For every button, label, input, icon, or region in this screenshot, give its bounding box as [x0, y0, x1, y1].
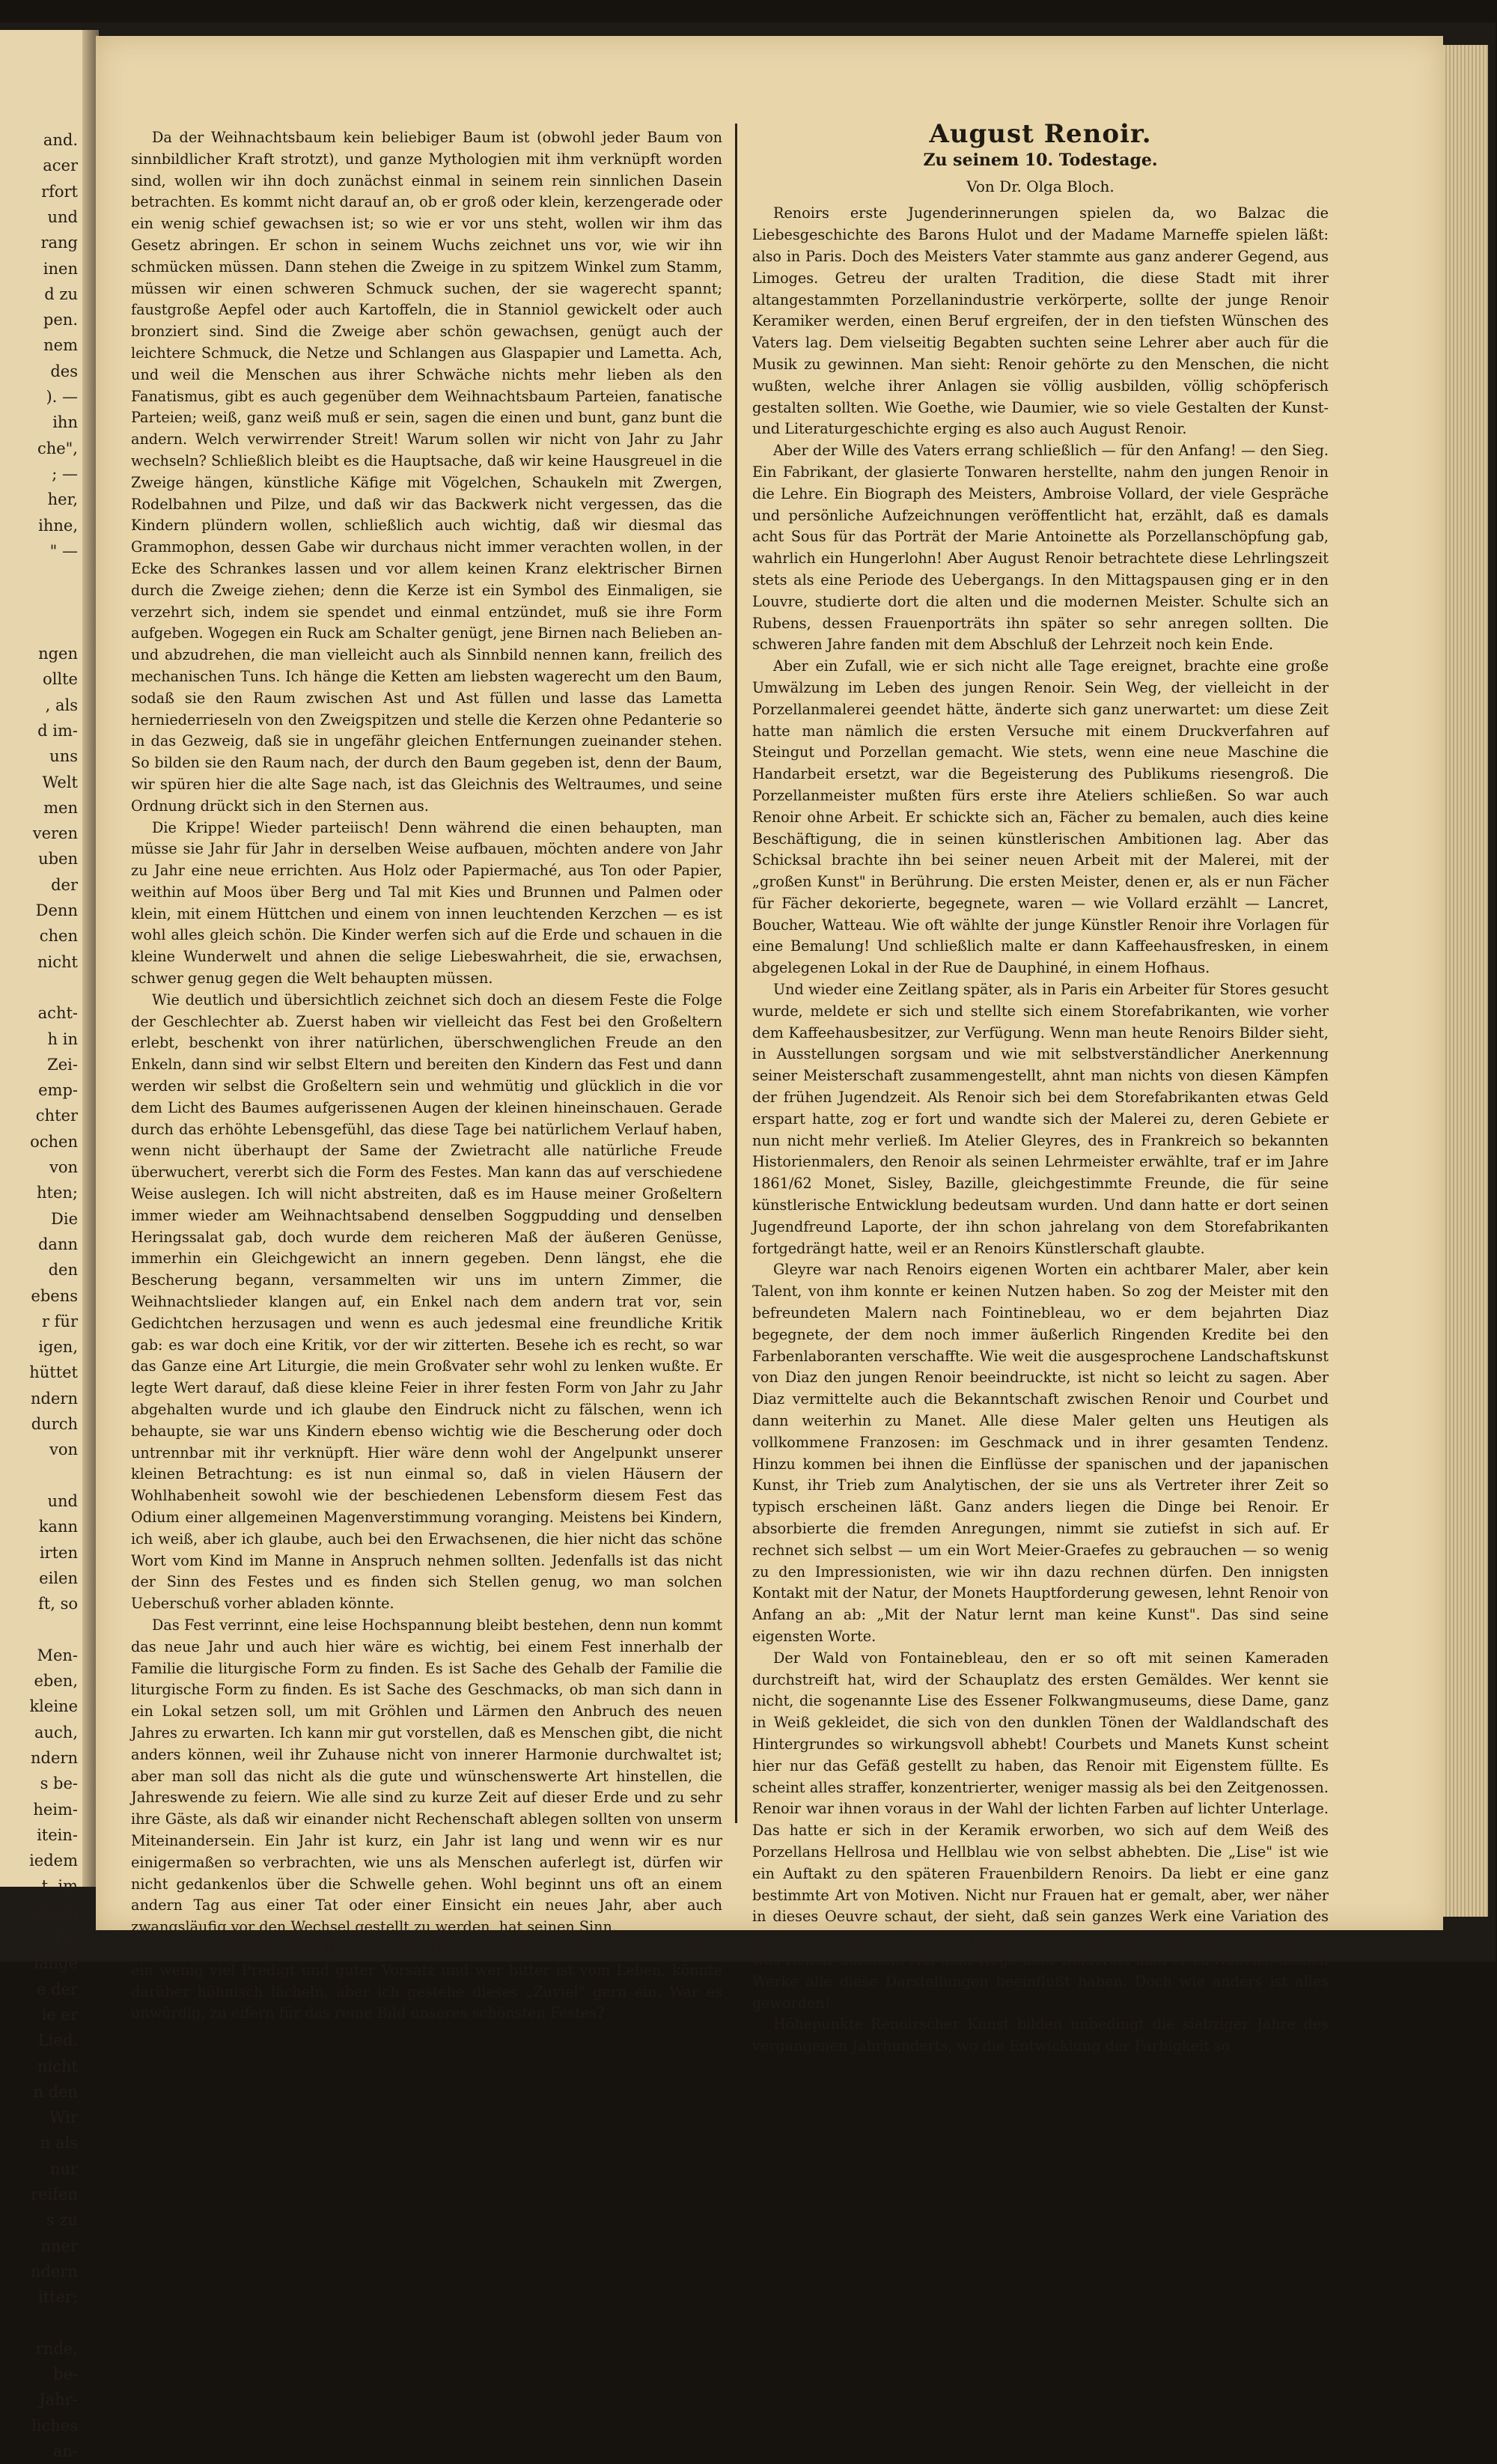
left-page-line: uben [38, 850, 78, 869]
left-page-line: r für [41, 1312, 78, 1330]
left-page-line: lange [34, 1954, 78, 1973]
left-page-line: von [49, 1158, 78, 1176]
left-page-line: men [43, 798, 78, 817]
left-page-line: ollte [43, 670, 78, 689]
paragraph: Es war in diesem Schriftsatz viel die Rede von „wir müssen" und „es sollte", ein wenig viel Predigt und guter Vorsatz und wer bitter ist vom Leben, könnte darüber höhnisch lächeln, aber ich gestehe dieses „Zuviel" gern ein. War es unwürdig, zu eifern für das reine Bild unseres schönsten Festes? [131, 1939, 722, 2022]
left-page-line: itein- [37, 1825, 78, 1844]
left-page-line: ihn [52, 413, 78, 432]
left-page-line: chen [39, 927, 78, 946]
left-page-line: rang [40, 234, 78, 252]
left-page-line: iedem [29, 1852, 78, 1870]
left-page-line: n den [33, 2082, 78, 2101]
paragraph: Aber der Wille des Vaters errang schließlich — für den Anfang! — den Sieg. Ein Fabrikant, der glasierte Tonwaren herstellte, nahm den jungen Renoir in die Lehre. Ein Biograph des Meisters, Ambroise Vollard, der viele Gespräche und persönliche Aufzeichnungen veröffentlicht hat, erzählt, daß es damals acht Sous für das Porträt der Marie Antoinette als Porzellanschöpfung gab, wahrlich ein Hungerlohn! Aber August Renoir betrachtete diese Lehrlingszeit stets als eine Periode des Uebergangs. In den Mittagspausen ging er in den Louvre, studierte dort die alten und die modernen Meister. Schulte sich an Rubens, dessen Frauenporträts ihn später so sehr anregen sollten. Die schweren Jahre fanden mit dem Abschluß der Lehrzeit noch kein Ende. [752, 442, 1329, 654]
left-page-line: irten [39, 1543, 78, 1562]
left-page-line: d im- [37, 721, 78, 740]
paragraph: Der Wald von Fontainebleau, den er so oft mit seinen Kameraden durchstreift hat, wird der Schauplatz des ersten Gemäldes. Wer kennt sie nicht, die sogenannte Lise des Essener Folkwangmuseums, diese Dame, ganz in Weiß gekleidet, die sich von den dunklen Tönen der Waldlandschaft des Hintergrundes so wirkungsvoll abhebt! Courbets und Manets Kunst scheint hier nur das Gefäß gestellt zu haben, das Renoir mit Eigenstem füllte. Es scheint alles straffer, konzentrierter, weniger massig als bei den Zeitgenossen. Renoir war ihnen voraus in der Wahl der lichten Farben auf lichter Unterlage. Das hatte er sich in der Keramik erworben, wo sich auf dem Weiß des Porzellans Hellrosa und Hellblau wie von selbst abhebten. Die „Lise" ist wie ein Auftakt zu den späteren Frauenbildern Renoirs. Da liebt er eine ganz bestimmte Art von Motiven. Nicht nur Frauen hat er gemalt, aber, wer näher in dieses Oeuvre schaut, der sieht, daß sein ganzes Werk eine Variation des gleichen Themas ist. Die Frau allein — ohne szenisches Beiwerk — das ist es, was Renoir darstellt. Auf dem Wege über Delacroix kam er zu Rubens, dessen Werke alle diese Darstellungen beeinflußt haben. Doch wie anders ist alles geworden! [752, 1649, 1329, 2012]
left-page-line: inen [43, 259, 78, 278]
left-page-line: itter; [37, 2288, 78, 2307]
left-page-line: h in [47, 1029, 78, 1048]
left-page-line: des [50, 362, 78, 380]
page-edges [1443, 45, 1488, 1917]
article-title: August Renoir. [929, 119, 1152, 149]
left-page-line: den [48, 1261, 78, 1280]
left-page-line: s zu [46, 2211, 78, 2230]
left-page-line: Wir [49, 2108, 78, 2127]
left-page-line: ndern [31, 2262, 78, 2281]
left-page-line: acht- [37, 1004, 78, 1023]
left-page-line: der [51, 875, 78, 894]
left-page-line: , als [45, 696, 78, 714]
left-page-line: hüttet [29, 1363, 78, 1382]
left-page-line: Jahr- [39, 2391, 78, 2409]
paragraph: Und wieder eine Zeitlang später, als in Paris ein Arbeiter für Stores gesucht wurde, meldete er sich und stellte sich einem Storefabrikanten, wie vorher dem Kaffeehausbesitzer, zur Verfügung. Wenn man heute Renoirs Bilder sieht, in Ausstellungen sorgsam und wie mit selbstverständlicher Anerkennung seiner Meisterschaft zusammengestellt, ahnt man nichts von diesen Kämpfen der frühen Jugendzeit. Als Renoir sich bei dem Storefabrikanten etwas Geld erspart hatte, zog er fort und wandte sich der Malerei zu, deren Gebiete er nun nicht mehr verließ. Im Atelier Gleyres, des in Frankreich so bekannten Historienmalers, den Renoir als seinen Lehrmeister erwählte, traf er im Jahre 1861/62 Monet, Sisley, Bazille, gleichgestimmte Freunde, die für seine künstlerische Entwicklung bedeutsam wurden. Und dann hatte er dort seinen Jugendfreund Laporte, der ihn schon jahrelang von dem Storefabrikanten fortgedrängt hatte, weil er an Renoirs Künstlerschaft glaubte. [752, 981, 1329, 1257]
left-page-line: von [49, 1441, 78, 1459]
left-page-line: igen, [38, 1338, 78, 1357]
left-page-line: uns [49, 747, 78, 766]
left-page-line: ; — [52, 464, 78, 483]
left-page-line: rnde, [35, 2339, 78, 2358]
left-page-line: eilen [39, 1569, 78, 1587]
left-page-line: ft, so [38, 1595, 78, 1613]
left-page-fragment [0, 30, 88, 2460]
left-page-line: ndern [31, 1748, 78, 1767]
left-page-line: acer [43, 156, 78, 175]
paragraph: Wie deutlich und übersichtlich zeichnet sich doch an diesem Feste die Folge der Geschlechter ab. Zuerst haben wir vielleicht das Fest bei den Großeltern erlebt, beschenkt von ihrer natürlichen, überschwenglichen Freude an den Enkeln, dann sind wir selbst Eltern und bereiten den Kindern das Fest und dann werden wir selbst die Großeltern sein und wehmütig und glücklich in die vor dem Licht des Baumes aufgerissenen Augen der kleinen hineinschauen. Gerade durch das erhöhte Lebensgefühl, das diese Tage bei natürlichem Verlauf haben, wenn nicht überhaupt der Same der Zwietracht alle natürliche Freude überwuchert, vererbt sich die Form des Festes. Man kann das auf verschiedene Weise auslegen. Ich will nicht abstreiten, daß es im Hause meiner Großeltern immer wieder am Weihnachtsabend denselben Soggpudding und denselben Heringssalat gab, doch wurde dem reicheren Maß der äußeren Genüsse, immerhin ein Gleichgewicht an innern gegeben. Denn längst, ehe die Bescherung begann, versammelten wir uns im untern Zimmer, die Weihnachtslieder klangen auf, ein Enkel nach dem andern trat vor, sein Gedichtchen herzusagen und wenn es auch jedesmal eine freundliche Kritik gab: es war doch eine Kritik, vor der wir zitterten. Besehe ich es recht, so war das Ganze eine Art Liturgie, die mein Großvater sehr wohl zu lenken wußte. Er legte Wert darauf, daß diese kleine Feier in ihrer festen Form von Jahr zu Jahr abgehalten wurde und ich glaube den Eindruck nicht zu fälschen, wenn ich behaupte, sie war uns Kindern ebenso wichtig wie die Bescherung oder doch untrennbar mit ihr verknüpft. Hier wäre denn wohl der Angelpunkt unserer kleinen Betrachtung: es ist nun einmal so, daß in vielen Häusern der Wohlhabenheit sowohl wie der beschiedenen Lebensform diesem Fest das Odium einer allgemeinen Magenverstimmung voranging. Meistens bei Kindern, ich weiß, aber ich glaube, auch bei den Erwachsenen, die hier nicht das schöne Wort vom Kind im Manne in Anspruch nehmen sollten. Jedenfalls ist das nicht der Sinn des Festes und es finden sich Stellen genug, wo man solchen Ueberschuß vorher abladen könnte. [131, 991, 722, 1613]
left-page-line: nsam [35, 1902, 78, 1921]
paragraph: Die Krippe! Wieder parteiisch! Denn während die einen behaupten, man müsse sie Jahr für Jahr in derselben Weise aufbauen, möchten andere von Jahr zu Jahr eine neue errichten. Aus Holz oder Papiermaché, aus Ton oder Papier, weithin auf Moos über Berg und Tal mit Kies und Brunnen und Palmen oder klein, mit einem Hüttchen und einem von innen leuchtenden Kerzchen — es ist wohl alles gleich schön. Die Kinder werfen sich auf die Erde und schauen in die kleine Wunderwelt und ahnen die selige Liebeswahrheit, die sie, erwachsen, schwer genug gegen die Welt behaupten müssen. [131, 818, 722, 988]
left-page-line: s be- [40, 1774, 78, 1793]
left-page-line: Welt [42, 773, 78, 791]
left-page-line: pen. [43, 311, 78, 329]
left-page-line: nner [40, 2236, 78, 2255]
left-page-line: Zei- [47, 1055, 78, 1074]
left-page-line: ndern [31, 1389, 78, 1408]
left-page-line: emp- [38, 1081, 78, 1100]
left-page-line: e der [36, 1980, 78, 1998]
left-page-line: heim- [33, 1800, 78, 1819]
left-page-line: reifen [31, 2185, 78, 2203]
article-byline: Von Dr. Olga Bloch. [966, 177, 1115, 195]
left-page-line: nicht [37, 2057, 78, 2075]
left-page-line: and. [43, 131, 78, 149]
article-weihnachten [131, 127, 722, 2022]
left-page-line: che", [37, 439, 78, 457]
left-page-line: Fa- [53, 1929, 78, 1947]
left-page-line: dann [37, 1235, 78, 1253]
paragraph: Höhepunkte Renoirscher Kunst bilden unbedingt die siebziger Jahre des vergangenen Jahrhunderts, wo die Entwicklung der Farbigkeit so [752, 2016, 1329, 2055]
left-page-line: d zu [44, 285, 78, 303]
left-page-line: hten; [37, 1184, 78, 1202]
left-page-line: durch [31, 1415, 78, 1433]
left-page-line: ). — [46, 388, 78, 406]
left-page-line: nur [49, 2159, 78, 2178]
left-page-line: t, im [41, 1877, 78, 1896]
left-page-line: Die [51, 1209, 78, 1228]
left-page-line: n als [40, 2134, 78, 2153]
paragraph: Gleyre war nach Renoirs eigenen Worten ein achtbarer Maler, aber kein Talent, von ihm konnte er keinen Nutzen haben. So zog der Meister mit den befreundeten Malern nach Fointinebleau, wo er dem bejahrten Diaz begegnete, der dem noch immer äußerlich Ringenden Kredite bei den Farbenlaboranten verschaffte. Wie weit die ausgesprochene Landschaftskunst von Diaz den jungen Renoir beeindruckte, ist nicht so leicht zu sagen. Aber Diaz vermittelte auch die Bekanntschaft zwischen Renoir und Courbet und dann weiterhin zu Manet. Alle diese Maler gelten uns Heutigen als vollkommene Franzosen: im Geschmack und in ihrer gesamten Tendenz. Hinzu kommen bei ihnen die Einflüsse der spanischen und der japanischen Kunst, ihr Trieb zum Analytischen, der sie uns als Vertreter ihrer Zeit so typisch erscheinen läßt. Ganz anders liegen die Dinge bei Renoir. Er absorbierte die fremden Anregungen, nimmt sie zutiefst in sich auf. Er rechnet sich selbst — um ein Wort Meier-Graefes zu gebrauchen — so wenig zu den Impressionisten, wie wir ihn dazu rechnen dürfen. Den innigsten Kontakt mit der Natur, der Monets Hauptforderung gewesen, lehnt Renoir von Anfang an ab: „Mit der Natur lernt man keine Kunst". Das sind seine eigensten Worte. [752, 1261, 1329, 1645]
left-page-line: Denn [35, 901, 78, 919]
left-page-line: und [47, 1491, 78, 1510]
article-renoir [752, 119, 1329, 2055]
left-page-line: eben, [34, 1672, 78, 1690]
left-page-line: nem [43, 336, 78, 355]
paragraph: Da der Weihnachtsbaum kein beliebiger Baum ist (obwohl jeder Baum von sinnbildlicher Kraft strotzt), und ganze Mythologien mit ihm verknüpft worden sind, wollen wir ihn doch zunächst einmal in seinem rein sinnlichen Dasein betrachten. Es kommt nicht darauf an, ob er groß oder klein, kerzengerade oder ein wenig schief gewachsen ist; so wie er vor uns steht, wollen wir ihm das Gesetz abringen. Er schon in seinem Wuchs zeichnet uns vor, wie wir ihn schmücken müssen. Dann stehen die Zweige in zu spitzem Winkel zum Stamm, müssen wir einen schweren Schmuck suchen, der sie wagerecht spannt; faustgroße Aepfel oder auch Kartoffeln, die in Stanniol gewickelt oder auch bronziert sind. Sind die Zweige aber schön gewachsen, genügt auch der leichtere Schmuck, die Netze und Schlangen aus Glaspapier und Lametta. Ach, und weil die Menschen aus ihrer Schwäche nichts mehr lieben als den Fanatismus, gibt es auch gegenüber dem Weihnachtsbaum Parteien, fanatische Parteien; weiß, ganz weiß muß er sein, sagen die einen und bunt, ganz bunt die andern. Welch verwirrender Streit! Warum sollen wir nicht von Jahr zu Jahr wechseln? Schließlich bleibt es die Hauptsache, daß wir keine Hausgreuel in die Zweige hängen, künstliche Käfige mit Vögelchen, Schaukeln mit Zwergen, Rodelbahnen und Pilze, und daß wir das Backwerk nicht vergessen, das die Kindern plündern wollen, schließlich auch wichtig, daß wir diesmal das Grammophon, dessen Gabe wir durchaus nicht immer verachten wollen, in der Ecke des Schrankes lassen und vor allem keinen Kranz elektrischer Birnen durch die Zweige ziehen; denn die Kerze ist ein Symbol des Einmaligen, sie verzehrt sich, indem sie spendet und einmal entzündet, muß sie ihre Form aufgeben. Wogegen ein Ruck am Schalter genügt, jene Birnen nach Belieben an- und abzudrehen, die man vielleicht auch als Sinnbild nennen kann, freilich des mechanischen Tuns. Ich hänge die Ketten am liebsten wagerecht um den Baum, sodaß sie den Raum zwischen Ast und Ast füllen und lasse das Lametta herniederrieseln von den Zweigspitzen und stelle die Kerzen ohne Pedanterie so in das Gezweig, daß sie in ungefähr gleichen Entfernungen zueinander stehen. So bilden sie den Raum nach, der durch den Baum gegeben ist, denn der Baum, wir spüren hier die alte Sage nach, ist das Gleichnis des Weltraumes, und seine Ordnung drückt sich in den Sternen aus. [131, 129, 722, 815]
left-page-line: Men- [37, 1646, 78, 1664]
left-page-line: liches [31, 2416, 78, 2435]
left-page-line: auch, [34, 1723, 78, 1741]
left-page-line: ngen [38, 645, 78, 663]
left-page-line: Lied. [37, 2031, 78, 2050]
left-page-line: veren [32, 824, 78, 843]
left-page-line: nicht [37, 952, 78, 971]
left-page-line: ebens [31, 1286, 78, 1305]
left-page-line: ochen [30, 1132, 78, 1151]
left-page-line: ie er [41, 2005, 78, 2024]
left-page-line: chter [35, 1107, 78, 1125]
left-page-line: ihne, [38, 516, 78, 535]
left-page-line: kleine [29, 1697, 78, 1716]
left-page-line: rfort [41, 182, 78, 201]
left-page-line: be- [53, 2365, 78, 2384]
left-page-line: und [47, 207, 78, 226]
paragraph: Aber ein Zufall, wie er sich nicht alle Tage ereignet, brachte eine große Umwälzung im Leben des jungen Renoir. Sein Weg, der vielleicht in der Porzellanmalerei geendet hätte, änderte sich ganz unerwartet: um diese Zeit hatte man nämlich die ersten Versuche mit einem Druckverfahren auf Steingut und Porzellan gemacht. Wie stets, wenn eine neue Maschine die Handarbeit ersetzt, war die Begeisterung des Publikums riesengroß. Die Porzellanmeister mußten fürs erste ihre Ateliers schließen. So war auch Renoir ohne Arbeit. Er schickte sich an, Fächer zu bemalen, auch dies keine Beschäftigung, die in seinen künstlerischen Ambitionen lag. Aber das Schicksal brachte ihn bei seiner neuen Arbeit mit der Malerei, mit der „großen Kunst" in Berührung. Die ersten Meister, denen er, als er nun Fächer für Fächer dekorierte, begegnete, waren — wie Vollard erzählt — Lancret, Boucher, Watteau. Wie oft wählte der junge Künstler Renoir ihre Vorlagen für eine Bemalung! Und schließlich malte er dann Kaffeehausfresken, in einem abgelegenen Lokal in der Rue de Dauphiné, in einem Hofhaus. [752, 657, 1329, 977]
paragraph: Das Fest verrinnt, eine leise Hochspannung bleibt bestehen, denn nun kommt das neue Jahr und auch hier wäre es wichtig, bei einem Fest innerhalb der Familie die liturgische Form zu finden. Es ist Sache des Gehalb der Familie die liturgische Form zu finden. Es ist Sache des Geschmacks, ob man sich dann in ein Lokal setzen soll, um mit Gröhlen und Lärmen den Anbruch des neuen Jahres zu erwarten. Ich kann mir gut vorstellen, daß es Menschen gibt, die nicht anders können, weil ihr Zuhause nicht von innerer Harmonie durchwaltet ist; aber man soll das nicht als die gute und wünschenswerte Art hinstellen, die Jahreswende zu feiern. Wie alle sind zu kurze Zeit auf dieser Erde und zu sehr ihre Gäste, als daß wir einander nicht Rechenschaft ablegen sollten von unserm Miteinandersein. Ein Jahr ist kurz, ein Jahr ist lang und wenn wir es nur einigermaßen so verbrachten, wie uns als Menschen auferlegt ist, dürfen wir nicht gedankenlos über die Schwelle gehen. Wohl beginnt uns oft an einem andern Tag aus einer Tat oder einer Einsicht ein neues Jahr, aber auch zwangsläufig vor den Wechsel gestellt zu werden, hat seinen Sinn. [131, 1616, 722, 1936]
paragraph: Renoirs erste Jugenderinnerungen spielen da, wo Balzac die Liebesgeschichte des Barons Hulot und der Madame Marneffe spielen läßt: also in Paris. Doch des Meisters Vater stammte aus ganz anderer Gegend, aus Limoges. Getreu der uralten Tradition, die diese Stadt mit ihrer altangestammten Porzellanindustrie verkörperte, sollte der junge Renoir Keramiker werden, einen Beruf ergreifen, der in den tiefsten Wünschen des Vaters lag. Dem vielseitig Begabten suchten seine Lehrer aber auch für die Musik zu gewinnen. Man sieht: Renoir gehörte zu den Menschen, die nicht wußten, welche ihrer Anlagen sie völlig ausbilden, völlig schöpferisch gestalten sollten. Wie Goethe, wie Daumier, wie so viele Gestalten der Kunst- und Literaturgeschichte erging es also auch August Renoir. [752, 204, 1329, 438]
left-page-line: " — [49, 541, 78, 560]
left-page-line: kann [38, 1518, 78, 1536]
article-subtitle: Zu seinem 10. Todestage. [923, 150, 1158, 170]
left-page-line: an- [52, 2442, 78, 2460]
left-page-line: her, [47, 490, 78, 509]
column-rule [735, 124, 737, 1823]
